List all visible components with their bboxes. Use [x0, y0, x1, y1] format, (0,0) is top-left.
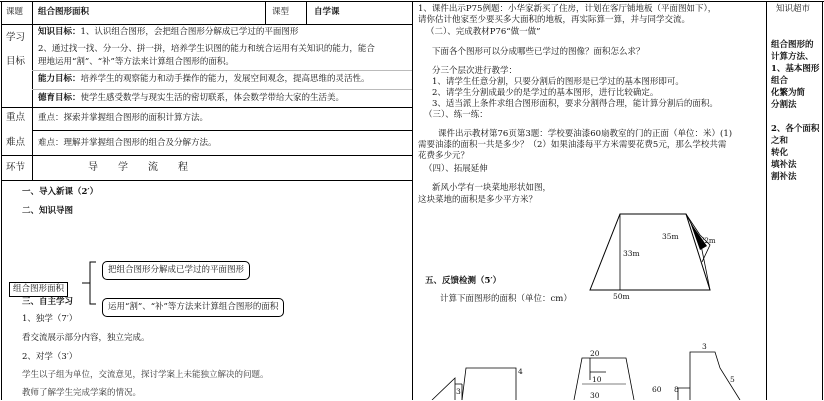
section-self-study: 三、自主学习: [22, 297, 74, 307]
garden-label-diag: √2m: [700, 237, 716, 245]
side-note-6: 分割法: [771, 100, 797, 110]
side-note-8: 之和: [771, 136, 789, 146]
moral-goal-text: 使学生感受数学与现实生活的密切联系，体会数学带给大家的生活美。: [80, 93, 345, 103]
right-line-4: 下面各个图形可以分成哪些已学过的图像？面积怎么求？: [432, 47, 645, 57]
fig3-label-5: 5: [730, 375, 735, 384]
moral-goal-title: 德育目标：: [38, 93, 81, 103]
side-note-1: 组合图形的: [771, 40, 814, 50]
side-note-10: 填补法: [771, 160, 797, 170]
knowledge-goal-title: 知识目标：: [38, 27, 81, 37]
section-knowledge-map: 二、知识导图: [22, 206, 74, 216]
key-point-text: 探索并掌握组合图形的面积计算方法。: [63, 113, 209, 123]
side-note-7: 2、各个面积: [771, 124, 820, 134]
right-line-13: （四）、拓展延伸: [424, 164, 488, 174]
side-note-3: 1、基本图形: [771, 64, 820, 74]
garden-label-35: 35m: [662, 232, 679, 241]
ability-goal-title: 能力目标：: [38, 74, 81, 84]
map-branch-b: 运用“割”、“补”等方法来计算组合图形的面积: [102, 298, 284, 317]
right-line-7: 2、请学生分割成最少的是学过的基本图形，进行比较确定。: [432, 88, 659, 98]
fig3-label-3: 3: [702, 342, 707, 351]
hard-point-title: 难点：: [38, 138, 64, 148]
right-line-15: 这块菜地的面积是多少平方米？: [418, 195, 538, 205]
teacher-text: 教师了解学生完成学案的情况。: [22, 388, 142, 398]
knowledge-goal-line-3: 理地运用“割”、“补”等方法来计算组合图形的面积。: [38, 57, 234, 67]
pair-study: 2、对学（3′）: [22, 352, 78, 362]
fig1-label-3: 3: [456, 387, 461, 396]
feedback-text: 计算下面图形的面积（单位：cm）: [440, 294, 572, 304]
map-root-box: 组合图形面积: [9, 282, 68, 297]
self-study: 1、独学（7′）: [22, 314, 78, 324]
fig1-label-4: 4: [518, 367, 523, 376]
side-note-4: 组合: [771, 76, 789, 86]
pair-study-text: 学生以子组为单位，交流意见，探讨学案上未能独立解决的问题。: [22, 370, 269, 380]
garden-label-50: 50m: [613, 292, 630, 301]
right-line-11: 需要油漆的面积一共是多少？（2）如果油漆每平方米需要花费5元，那么学校共需: [418, 140, 727, 150]
points-label-1: 重点: [6, 112, 26, 123]
side-note-11: 割补法: [771, 172, 797, 182]
right-line-1: 1、课件出示P75例题：小华家新买了住房，计划在客厅铺地板（平面图如下），: [418, 4, 717, 14]
fig3-label-60: 60: [652, 385, 662, 394]
topic-label: 课题: [6, 7, 24, 17]
fig2-label-30: 30: [590, 391, 600, 400]
process-label: 环节: [6, 162, 26, 173]
right-line-14: 新风小学有一块菜地形状如图，: [432, 183, 552, 193]
knowledge-goal-text: 1、认识组合图形，会把组合图形分解成已学过的平面图形: [80, 27, 299, 37]
right-line-2: 请你估计他家至少要买多大面积的地板，再实际算一算，并与同学交流。: [418, 15, 691, 25]
goals-label-1: 学习: [6, 32, 26, 43]
garden-label-33: 33m: [623, 249, 640, 258]
section-intro: 一、导入新课（2′）: [22, 187, 99, 197]
side-title: 知识超市: [776, 4, 811, 14]
side-note-2: 计算方法、: [771, 52, 814, 62]
self-study-text: 看交流展示部分内容，独立完成。: [22, 333, 150, 343]
type-label: 课型: [272, 7, 290, 17]
key-point-title: 重点：: [38, 113, 64, 123]
side-note-9: 转化: [771, 148, 789, 158]
ability-goal-text: 培养学生的观察能力和动手操作的能力，发展空间观念，提高思维的灵活性。: [80, 74, 370, 84]
fig2-label-20: 20: [590, 349, 600, 358]
knowledge-goal-line-2: 2、通过找一找、分一分、拼一拼，培养学生识图的能力和统合运用有关知识的能力，能合: [38, 44, 375, 54]
right-line-3: （二）、完成教材P76“做一做”: [426, 27, 541, 37]
topic-value: 组合图形面积: [38, 7, 90, 17]
type-value: 自学课: [314, 7, 340, 17]
right-line-5: 分三个层次进行教学：: [432, 66, 518, 76]
map-branch-a: 把组合图形分解成已学过的平面图形: [102, 261, 250, 280]
right-line-12: 花费多少元？: [418, 151, 470, 161]
hard-point-text: 理解并掌握组合图形的组合及分解方法。: [63, 138, 217, 148]
fig3-label-8: 8: [674, 385, 679, 394]
right-line-8: 3、适当派上条件求组合图形面积，要求分割得合理，能计算分割后的面积。: [432, 99, 718, 109]
section-feedback: 五、反馈检测（5′）: [425, 276, 502, 286]
goals-label-2: 目标: [6, 56, 26, 67]
points-label-2: 难点: [6, 137, 26, 148]
right-line-9: （三）、练一练：: [424, 110, 488, 120]
process-heading: 导 学 流 程: [88, 162, 188, 173]
side-note-5: 化繁为简: [771, 88, 806, 98]
right-line-10: 课件出示教材第76页第3题：学校要油漆60扇教室的门的正面（单位：米）(1): [438, 129, 733, 139]
fig2-label-10: 10: [592, 375, 602, 384]
right-line-6: 1、请学生任意分割，只要分割后的图形是已学过的基本图形即可。: [432, 77, 684, 87]
